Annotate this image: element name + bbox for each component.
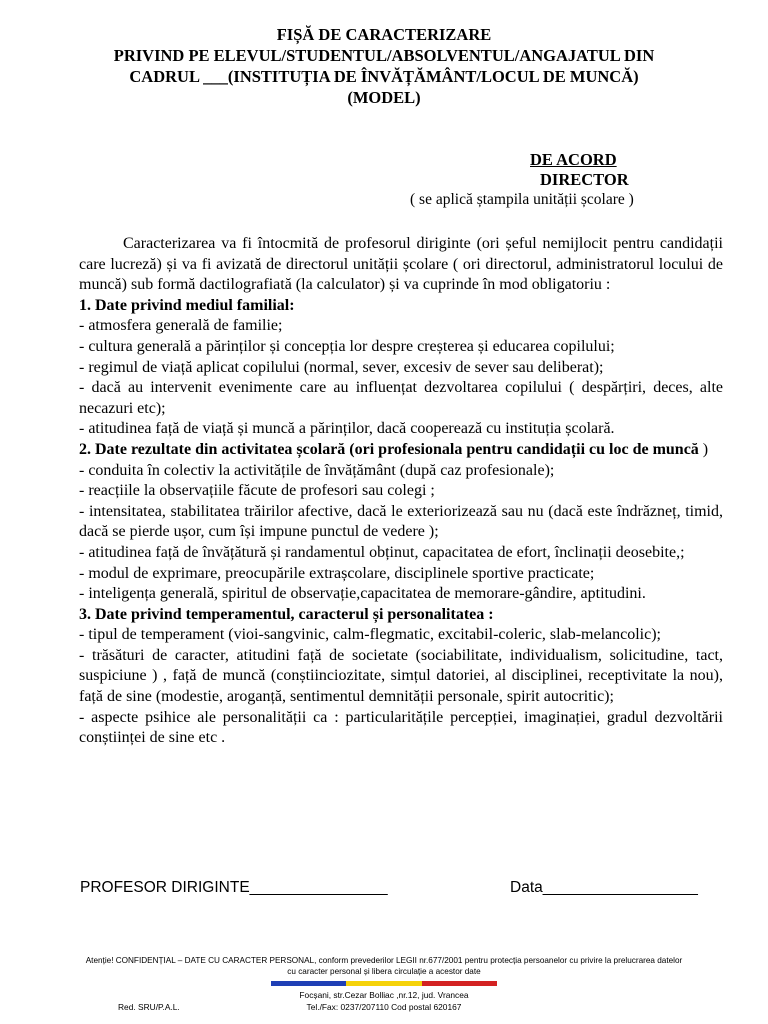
- section-1-item: - dacă au intervenit evenimente care au influențat dezvoltarea copilului ( despărțiri, deces, alte necazuri etc);: [79, 379, 723, 417]
- date-line: Data__________________: [510, 879, 698, 896]
- flag-red: [422, 981, 497, 986]
- flag-blue: [271, 981, 346, 986]
- approval-agree: DE ACORD: [530, 150, 617, 169]
- section-1-item: - atitudinea față de viață și muncă a părinților, dacă cooperează cu instituția școlară.: [79, 420, 615, 438]
- section-2-item: - inteligența generală, spiritul de observație,capacitatea de memorare-gândire, aptitudini.: [79, 585, 646, 603]
- footer-red: Red. SRU/P.A.L.: [118, 1002, 180, 1012]
- title-line-3: CADRUL ___(INSTITUȚIA DE ÎNVĂȚĂMÂNT/LOCUL DE MUNCĂ): [129, 67, 639, 86]
- section-2-heading: [79, 440, 723, 461]
- section-1-item: - regimul de viață aplicat copilului (normal, sever, excesiv de sever sau deliberat);: [79, 358, 604, 376]
- section-3-heading: 3. Date privind temperamentul, caracterul și personalitatea :: [79, 605, 494, 623]
- intro-paragraph: Caracterizarea va fi întocmită de profesorul diriginte (ori șeful nemijlocit pentru candidații care lucreză) și va fi avizată de directorul unității școlare ( ori directorul, administratorul locului de muncă) sub formă dactilografiată (la calculator) și va cuprinde în mod obligatoriu :: [79, 235, 723, 294]
- section-2-heading-extra: ): [698, 440, 709, 458]
- footer-phone: Tel./Fax: 0237/207110 Cod postal 620167: [306, 1002, 462, 1012]
- section-2-item: - modul de exprimare, preocupările extrașcolare, disciplinele sportive practicate;: [79, 564, 595, 582]
- document-title: [60, 24, 708, 108]
- flag-yellow: [346, 981, 421, 986]
- section-2-item: - atitudinea față de învățătură și randamentul obținut, capacitatea de efort, înclinații deosebite,;: [79, 543, 685, 561]
- teacher-signature-line: PROFESOR DIRIGINTE________________: [80, 879, 388, 896]
- stamp-note: ( se aplică ștampila unității școlare ): [410, 191, 634, 208]
- section-3-item: - tipul de temperament (vioi-sangvinic, calm-flegmatic, excitabil-coleric, slab-melancolic);: [79, 626, 661, 644]
- section-2-item: - conduita în colectiv la activitățile de învățământ (după caz profesionale);: [79, 461, 555, 479]
- section-1-item: - cultura generală a părinților și concepția lor despre creșterea și educarea copilului;: [79, 337, 615, 355]
- section-3-item: - trăsături de caracter, atitudini față de societate (sociabilitate, individualism, solicitudine, tact, suspiciune ) , față de muncă (conștiinciozitate, simțul datoriei, al disciplinei, receptivitate la nou), față de sine (modestie, aroganță, sentimentul demnității personale, spirit autocritic);: [79, 646, 723, 706]
- section-1-item: - atmosfera generală de familie;: [79, 317, 283, 335]
- section-1-heading: 1. Date privind mediul familial:: [79, 296, 295, 314]
- section-3-item: - aspecte psihice ale personalității ca : particularitățile percepției, imaginației, gradul dezvoltării conștiinței de sine etc .: [79, 708, 723, 747]
- document-body: [79, 234, 723, 749]
- section-2-item: - reacțiile la observațiile făcute de profesori sau colegi ;: [79, 482, 435, 500]
- flag-stripe: [271, 981, 497, 986]
- section-2-item: - intensitatea, stabilitatea trăirilor afective, dacă le exteriorizează sau nu (dacă este îndrăzneț, timid, dacă se pierde ușor, cum își impune punctul de vedere );: [79, 502, 723, 541]
- footer-address: Focșani, str.Cezar Bolliac ,nr.12, jud. Vrancea: [299, 990, 469, 1000]
- title-line-2: PRIVIND PE ELEVUL/STUDENTUL/ABSOLVENTUL/ANGAJATUL DIN: [113, 46, 655, 65]
- title-line-4: (MODEL): [347, 88, 421, 107]
- title-line-1: FIȘĂ DE CARACTERIZARE: [276, 25, 492, 44]
- section-2-heading-text: 2. Date rezultate din activitatea școlară (ori profesionala pentru candidații cu loc de muncă: [79, 440, 699, 458]
- approval-director: DIRECTOR: [540, 170, 629, 189]
- confidential-notice: Atenție! CONFIDENȚIAL – DATE CU CARACTER PERSONAL, conform prevederilor LEGII nr.677/2001 pentru protecția persoanelor cu privire la prelucrarea datelor cu caracter personal și libera circulație a acestor date: [85, 956, 683, 976]
